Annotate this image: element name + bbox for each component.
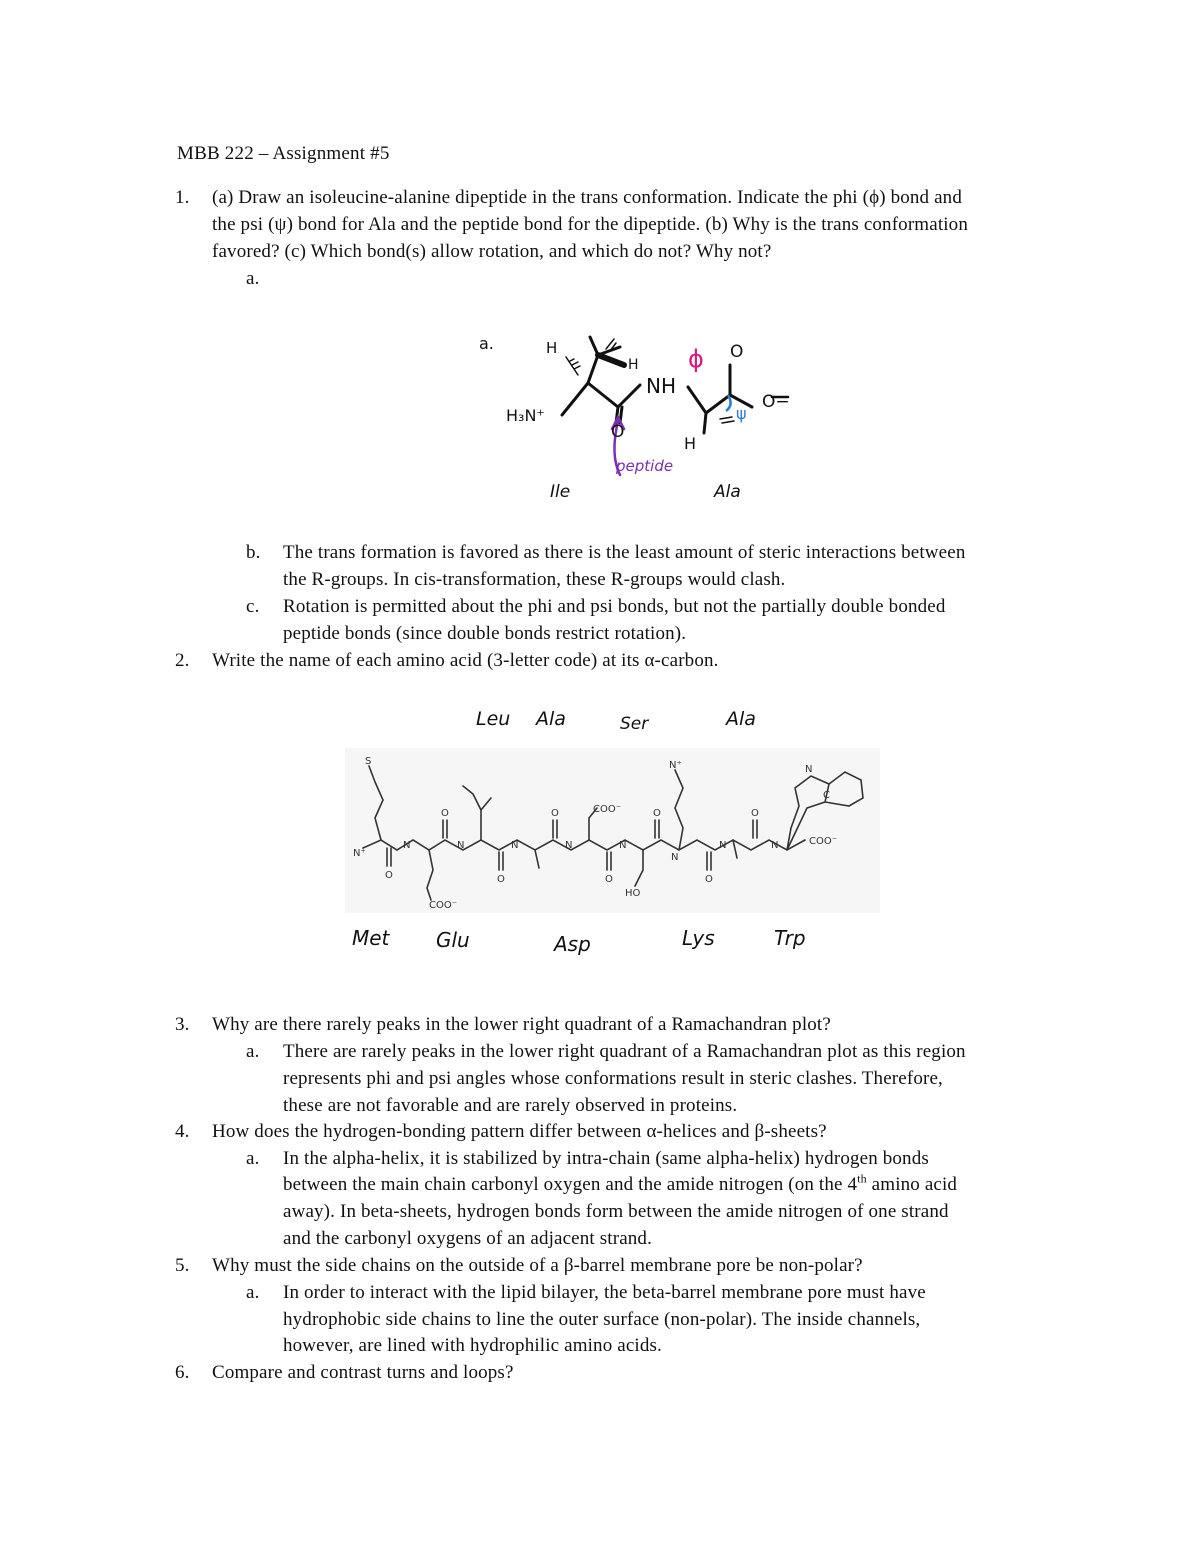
answer-text-line: The trans formation is favored as there is the least amount of steric interactions between [283, 542, 966, 563]
question-text-line: Write the name of each amino acid (3-letter code) at its α-carbon. [212, 650, 719, 671]
question-number: 6. [175, 1362, 190, 1383]
a-mark: a. [479, 334, 494, 353]
answer-label: a. [246, 1282, 260, 1303]
answer-text-line: these are not favorable and are rarely observed in proteins. [283, 1095, 738, 1116]
atom-label: C [823, 790, 830, 801]
atom-label: N [511, 840, 519, 851]
question-number: 2. [175, 650, 190, 671]
question-text-line: Why must the side chains on the outside of a β-barrel membrane pore be non-polar? [212, 1255, 863, 1276]
answer-text-part: amino acid [866, 1174, 958, 1195]
superscript: th [857, 1171, 867, 1186]
answer-text-part: between the main chain carbonyl oxygen and the amide nitrogen (on the 4 [283, 1174, 858, 1195]
atom-label: H [546, 339, 558, 357]
residue-label: Leu [476, 708, 511, 730]
atom-label: N⁺ [353, 848, 366, 859]
residue-label: Glu [436, 928, 470, 952]
answer-label: a. [246, 1041, 260, 1062]
answer-text-line: and the carbonyl oxygens of an adjacent strand. [283, 1228, 652, 1249]
atom-label: O− [762, 392, 790, 412]
atom-label: N [403, 840, 411, 851]
residue-label: Met [352, 926, 390, 950]
psi-label: ψ [736, 404, 747, 423]
answer-text-line [283, 1171, 957, 1198]
residue-label: Lys [682, 926, 715, 950]
answer-text-line: away). In beta-sheets, hydrogen bonds form between the amide nitrogen of one strand [283, 1201, 949, 1222]
atom-label: N [805, 764, 813, 775]
atom-label: O [653, 808, 661, 819]
answer-text-line: hydrophobic side chains to line the outer surface (non-polar). The inside channels, [283, 1309, 921, 1330]
residue-label: Ile [550, 482, 571, 502]
atom-label: N [671, 852, 679, 863]
question-text-line: Compare and contrast turns and loops? [212, 1362, 514, 1383]
question-text-line: (a) Draw an isoleucine-alanine dipeptide in the trans conformation. Indicate the phi (ϕ) bond and [212, 187, 962, 208]
page-title: MBB 222 – Assignment #5 [177, 143, 390, 164]
residue-label: Ala [726, 708, 756, 730]
residue-label: Trp [774, 926, 806, 950]
atom-label: N [565, 840, 573, 851]
answer-label: c. [246, 596, 260, 617]
question-number: 4. [175, 1121, 190, 1142]
question-number: 5. [175, 1255, 190, 1276]
answer-text-line: the R-groups. In cis-transformation, these R-groups would clash. [283, 569, 786, 590]
answer-label: a. [246, 1148, 260, 1169]
answer-text-line: represents phi and psi angles whose conformations result in steric clashes. Therefore, [283, 1068, 943, 1089]
residue-label: Ala [536, 708, 566, 730]
atom-label: HO [625, 888, 641, 899]
question-text-line: favored? (c) Which bond(s) allow rotation, and which do not? Why not? [212, 241, 772, 262]
atom-label: NH [646, 374, 676, 398]
atom-label: O [385, 870, 393, 881]
atom-label: H [684, 434, 697, 453]
answer-text-line: In order to interact with the lipid bilayer, the beta-barrel membrane pore must have [283, 1282, 926, 1303]
question-text-line: How does the hydrogen-bonding pattern differ between α-helices and β-sheets? [212, 1121, 827, 1142]
atom-label: COO⁻ [809, 836, 838, 847]
atom-label: N⁺ [669, 760, 682, 771]
atom-label: N [719, 840, 727, 851]
question-number: 3. [175, 1014, 190, 1035]
question-text-line: Why are there rarely peaks in the lower right quadrant of a Ramachandran plot? [212, 1014, 831, 1035]
answer-text-line: In the alpha-helix, it is stabilized by intra-chain (same alpha-helix) hydrogen bonds [283, 1148, 929, 1169]
atom-label: H [628, 357, 639, 373]
answer-text-line: however, are lined with hydrophilic amino acids. [283, 1335, 662, 1356]
atom-label: COO⁻ [429, 900, 458, 911]
atom-label: N [619, 840, 627, 851]
atom-label: N [771, 840, 779, 851]
answer-text-line: peptide bonds (since double bonds restrict rotation). [283, 623, 687, 644]
atom-label: O [705, 874, 713, 885]
atom-label: O [751, 808, 759, 819]
question-text-line: the psi (ψ) bond for Ala and the peptide bond for the dipeptide. (b) Why is the trans conformation [212, 214, 968, 235]
answer-label: b. [246, 542, 261, 563]
atom-label: O [441, 808, 449, 819]
peptide-label: peptide [616, 457, 674, 475]
answer-text-line: There are rarely peaks in the lower right quadrant of a Ramachandran plot as this region [283, 1041, 966, 1062]
residue-label: Asp [554, 932, 591, 956]
atom-label: O [730, 342, 744, 362]
atom-label: COO⁻ [593, 804, 622, 815]
residue-label: Ala [714, 482, 741, 502]
atom-label: O [605, 874, 613, 885]
atom-label: H₃N⁺ [506, 406, 545, 425]
question-number: 1. [175, 187, 190, 208]
atom-label: S [365, 756, 372, 767]
atom-label: O [551, 808, 559, 819]
atom-label: O [497, 874, 505, 885]
residue-label: Ser [620, 714, 649, 734]
phi-label: ϕ [688, 345, 704, 373]
answer-text-line: Rotation is permitted about the phi and psi bonds, but not the partially double bonded [283, 596, 946, 617]
answer-label: a. [246, 268, 260, 289]
dipeptide-drawing [470, 325, 810, 510]
atom-label: N [457, 840, 465, 851]
atom-label: O [611, 422, 625, 442]
peptide-structure [345, 748, 880, 913]
